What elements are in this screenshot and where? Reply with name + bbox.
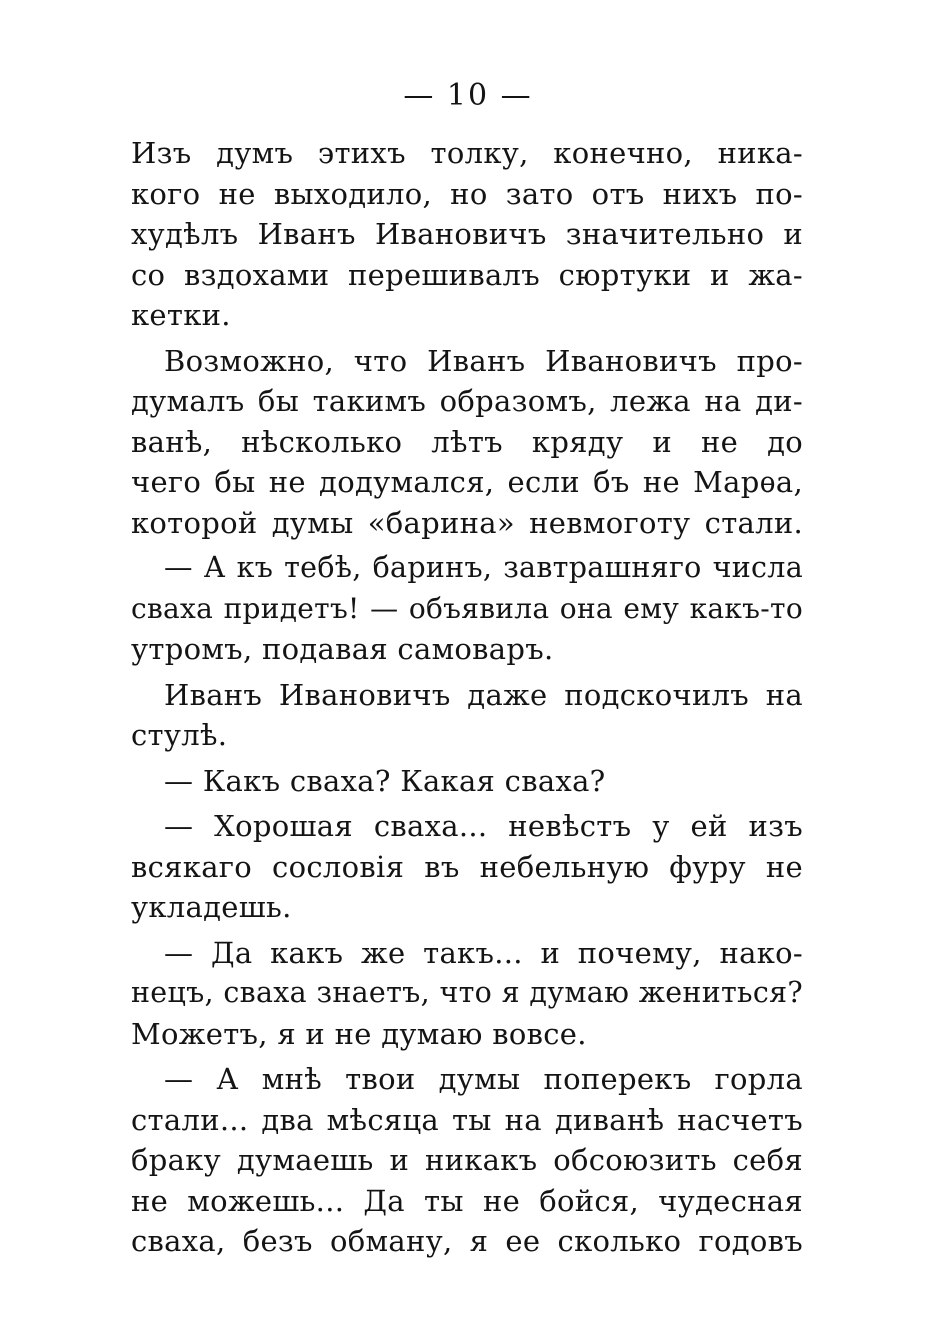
text-line: — А мнѣ твои думы поперекъ горла (164, 1062, 803, 1096)
page-text (131, 133, 803, 1267)
paragraph (131, 806, 803, 928)
text-line: думалъ бы такимъ образомъ, лежа на ди- (131, 384, 803, 418)
text-line: браку думаешь и никакъ обсоюзить себя (131, 1143, 803, 1177)
text-line: ванѣ, нѣсколько лѣтъ кряду и не до (131, 424, 803, 459)
text-line: худѣлъ Иванъ Ивановичъ значительно и (131, 217, 803, 251)
paragraph (131, 548, 803, 670)
text-line: со вздохами перешивалъ сюртуки и жа- (131, 257, 803, 292)
paragraph (131, 933, 803, 1055)
text-line: — А къ тебѣ, баринъ, завтрашняго числа (164, 551, 803, 584)
page-number: — 10 — (403, 78, 533, 113)
text-line: нецъ, сваха знаетъ, что я думаю жениться? (131, 976, 803, 1009)
text-line: кого не выходило, но зато отъ нихъ по- (131, 176, 803, 211)
text-line: кетки. (131, 298, 231, 332)
text-line: которой думы «барина» невмоготу стали. (131, 505, 803, 540)
paragraph (131, 133, 803, 336)
text-line: чего бы не додумался, если бъ не Марѳа, (131, 465, 803, 499)
text-line: не можешь... Да ты не бойся, чудесная (131, 1183, 803, 1218)
text-line: Можетъ, я и не думаю вовсе. (131, 1016, 587, 1051)
text-line: сваха, безъ обману, я ее сколько годовъ (131, 1224, 803, 1258)
text-line: стали... два мѣсяца ты на диванѣ насчетъ (131, 1102, 803, 1137)
text-line: Иванъ Ивановичъ даже подскочилъ на (164, 677, 803, 712)
text-line: утромъ, подавая самоваръ. (131, 632, 554, 666)
paragraph (131, 1059, 803, 1262)
paragraph (131, 761, 803, 802)
text-line: укладешь. (131, 890, 292, 924)
text-line: — Да какъ же такъ... и почему, нако- (164, 935, 803, 970)
text-line: Возможно, что Иванъ Ивановичъ про- (164, 343, 803, 378)
paragraph (131, 341, 803, 544)
paragraph (131, 675, 803, 756)
text-line: всякаго сословія въ небельную фуру не (131, 849, 803, 884)
text-line: Изъ думъ этихъ толку, конечно, ника- (131, 136, 803, 170)
text-line: — Хорошая сваха... невѣстъ у ей изъ (164, 809, 803, 843)
text-line: — Какъ сваха? Какая сваха? (164, 763, 606, 798)
text-line: стулѣ. (131, 718, 228, 752)
text-line: сваха придетъ! — объявила она ему какъ-то (131, 591, 803, 625)
